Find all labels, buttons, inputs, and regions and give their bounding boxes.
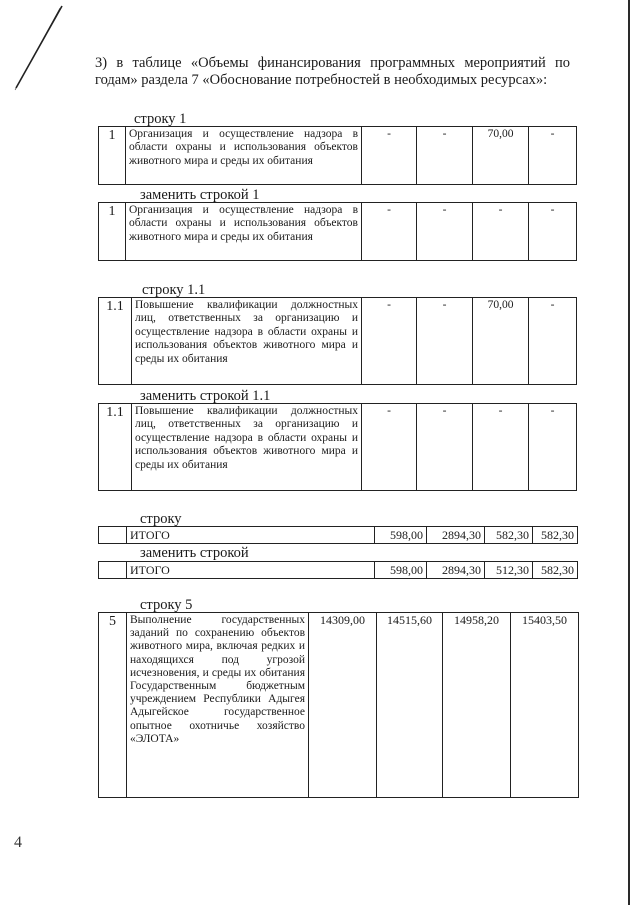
label-row5-old: строку 5 bbox=[140, 597, 193, 613]
table-row bbox=[99, 527, 578, 544]
table-row11-old bbox=[98, 297, 577, 385]
label-total-old: строку bbox=[140, 511, 182, 527]
value-year-4: - bbox=[529, 203, 577, 261]
value-year-3: 14958,20 bbox=[443, 613, 511, 798]
table-row1-old bbox=[98, 126, 577, 185]
row-number: 1 bbox=[99, 127, 126, 185]
label-row1-new: заменить строкой 1 bbox=[140, 187, 260, 203]
value-year-2: 2894,30 bbox=[427, 562, 485, 579]
page-margin-mark: 4 bbox=[14, 834, 22, 851]
page-edge-shadow bbox=[628, 0, 630, 905]
value-year-4: - bbox=[529, 404, 577, 491]
value-year-4: - bbox=[529, 127, 577, 185]
value-year-1: 598,00 bbox=[375, 562, 427, 579]
row-number: 1.1 bbox=[99, 404, 132, 491]
label-row11-new: заменить строкой 1.1 bbox=[140, 388, 271, 404]
value-year-4: 582,30 bbox=[533, 562, 578, 579]
value-year-1: 598,00 bbox=[375, 527, 427, 544]
label-row11-old: строку 1.1 bbox=[142, 282, 206, 298]
table-total-old bbox=[98, 526, 578, 544]
row-number: 1 bbox=[99, 203, 126, 261]
row-description: Повышение квалификации должностных лиц, ответственных за организацию и осуществление надзора в области охраны и использования объектов животного мира и среды их обитания bbox=[132, 404, 362, 491]
intro-paragraph: 3) в таблице «Объемы финансирования программных мероприятий по годам» раздела 7 «Обоснование потребностей в необходимых ресурсах»: bbox=[95, 55, 570, 88]
row-description: Организация и осуществление надзора в области охраны и использования объектов животного мира и среды их обитания bbox=[126, 203, 362, 261]
value-year-1: - bbox=[362, 298, 417, 385]
table-row1-new bbox=[98, 202, 577, 261]
row-description: Выполнение государственных заданий по сохранению объектов животного мира, включая редких и находящихся под угрозой исчезновения, и среды их обитания Государственным бюджетным учреждением Республики Адыгея Адыгейское государственное опытное охотничье хозяйство «ЭЛОТА» bbox=[127, 613, 309, 798]
value-year-2: 2894,30 bbox=[427, 527, 485, 544]
row-description: Организация и осуществление надзора в области охраны и использования объектов животного мира и среды их обитания bbox=[126, 127, 362, 185]
value-year-1: - bbox=[362, 127, 417, 185]
table-row bbox=[99, 127, 577, 185]
row-description: Повышение квалификации должностных лиц, ответственных за организацию и осуществление надзора в области охраны и использования объектов животного мира и среды их обитания bbox=[132, 298, 362, 385]
empty-cell bbox=[99, 562, 127, 579]
table-row bbox=[99, 298, 577, 385]
value-year-3: 70,00 bbox=[473, 298, 529, 385]
pen-stroke-mark bbox=[0, 0, 80, 110]
label-row1-old: строку 1 bbox=[134, 111, 187, 127]
value-year-2: - bbox=[417, 298, 473, 385]
label-total-new: заменить строкой bbox=[140, 545, 249, 561]
table-row bbox=[99, 562, 578, 579]
row-number: 5 bbox=[99, 613, 127, 798]
total-label: ИТОГО bbox=[127, 562, 375, 579]
table-row5 bbox=[98, 612, 579, 798]
value-year-1: - bbox=[362, 404, 417, 491]
table-total-new bbox=[98, 561, 578, 579]
row-number: 1.1 bbox=[99, 298, 132, 385]
value-year-4: 15403,50 bbox=[511, 613, 579, 798]
value-year-3: 512,30 bbox=[485, 562, 533, 579]
table-row bbox=[99, 613, 579, 798]
empty-cell bbox=[99, 527, 127, 544]
value-year-1: - bbox=[362, 203, 417, 261]
value-year-3: 582,30 bbox=[485, 527, 533, 544]
value-year-2: - bbox=[417, 404, 473, 491]
value-year-3: - bbox=[473, 203, 529, 261]
value-year-4: 582,30 bbox=[533, 527, 578, 544]
table-row11-new bbox=[98, 403, 577, 491]
table-row bbox=[99, 203, 577, 261]
value-year-2: - bbox=[417, 127, 473, 185]
value-year-4: - bbox=[529, 298, 577, 385]
total-label: ИТОГО bbox=[127, 527, 375, 544]
value-year-1: 14309,00 bbox=[309, 613, 377, 798]
value-year-2: - bbox=[417, 203, 473, 261]
table-row bbox=[99, 404, 577, 491]
value-year-3: 70,00 bbox=[473, 127, 529, 185]
value-year-2: 14515,60 bbox=[377, 613, 443, 798]
value-year-3: - bbox=[473, 404, 529, 491]
